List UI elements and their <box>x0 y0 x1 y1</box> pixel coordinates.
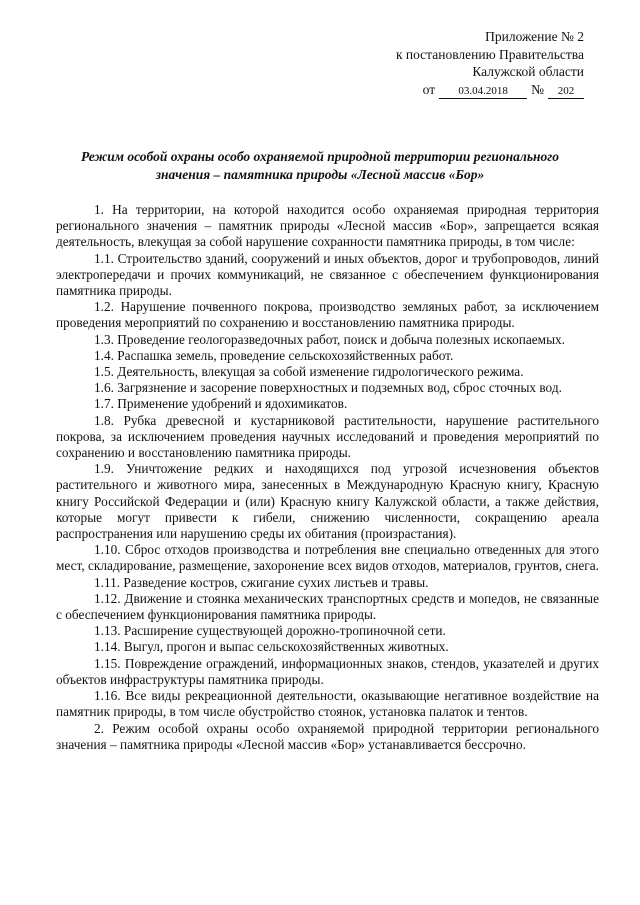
paragraph-1-13: 1.13. Расширение существующей дорожно-тропиночной сети. <box>94 623 446 639</box>
region-name: Калужской области <box>472 64 584 79</box>
document-title <box>70 148 570 183</box>
decree-number: 202 <box>548 85 584 99</box>
title-line-1: Режим особой охраны особо охраняемой природной территории регионального <box>80 149 560 164</box>
paragraph-1-9: 1.9. Уничтожение редких и находящихся под угрозой исчезновения объектов растительного и животного мира, занесенных в Международную Красную книгу, Красную книгу Российской Федерации и (или) Красную книгу Калужской области, а также действия, которые могут привести к гибели, снижению численности, сокращению ареала распространения или нарушению среды их обитания (произрастания). <box>56 461 599 542</box>
date-number-line <box>324 81 584 99</box>
paragraph-2: 2. Режим особой охраны особо охраняемой природной территории регионального значения – памятника природы «Лесной массив «Бор» устанавливается бессрочно. <box>56 720 599 752</box>
paragraph-1-15: 1.15. Повреждение ограждений, информационных знаков, стендов, указателей и других объектов инфраструктуры памятника природы. <box>56 655 599 687</box>
paragraph-1-3: 1.3. Проведение геологоразведочных работ, поиск и добыча полезных ископаемых. <box>94 331 565 347</box>
paragraph-1-7: 1.7. Применение удобрений и ядохимикатов. <box>94 396 348 412</box>
regulation-body <box>56 202 599 753</box>
appendix-header <box>324 28 584 99</box>
paragraph-1-16: 1.16. Все виды рекреационной деятельности, оказывающие негативное воздействие на памятник природы, в том числе обустройство стоянок, установка палаток и тентов. <box>56 688 599 720</box>
paragraph-1-5: 1.5. Деятельность, влекущая за собой изменение гидрологического режима. <box>94 364 524 380</box>
decree-reference: к постановлению Правительства <box>395 46 584 62</box>
decree-date: 03.04.2018 <box>439 85 527 99</box>
paragraph-1-8: 1.8. Рубка древесной и кустарниковой растительности, нарушение растительного покрова, за исключением проведения научных исследований и проведения мероприятий по сохранению и восстановлению памятника природы. <box>56 412 599 461</box>
paragraph-1-10: 1.10. Сброс отходов производства и потребления вне специально отведенных для этого мест, складирование, размещение, захоронение всех видов отходов, материалов, грунтов, снега. <box>56 542 599 574</box>
paragraph-1-1: 1.1. Строительство зданий, сооружений и иных объектов, дорог и трубопроводов, линий электропередачи и прочих коммуникаций, не связанное с обеспечением функционирования памятника природы. <box>56 250 599 299</box>
title-line-2: значения – памятника природы «Лесной массив «Бор» <box>155 166 485 182</box>
paragraph-1-11: 1.11. Разведение костров, сжигание сухих листьев и травы. <box>94 574 429 590</box>
paragraph-1-6: 1.6. Загрязнение и засорение поверхностных и подземных вод, сброс сточных вод. <box>94 380 562 396</box>
paragraph-1-14: 1.14. Выгул, прогон и выпас сельскохозяйственных животных. <box>94 639 449 655</box>
paragraph-1-4: 1.4. Распашка земель, проведение сельскохозяйственных работ. <box>94 347 454 363</box>
paragraph-1: 1. На территории, на которой находится особо охраняемая природная территория регионального значения – памятник природы «Лесной массив «Бор», запрещается всякая деятельность, влекущая за собой нарушение сохранности памятника природы, в том числе: <box>56 202 599 250</box>
appendix-number: Приложение № 2 <box>485 29 584 44</box>
number-label: № <box>531 81 544 97</box>
paragraph-1-2: 1.2. Нарушение почвенного покрова, производство земляных работ, за исключением проведения мероприятий по сохранению и восстановлению памятника природы. <box>56 299 599 331</box>
paragraph-1-12: 1.12. Движение и стоянка механических транспортных средств и мопедов, не связанные с обеспечением функционирования памятника природы. <box>56 590 599 623</box>
from-label: от <box>422 81 436 97</box>
